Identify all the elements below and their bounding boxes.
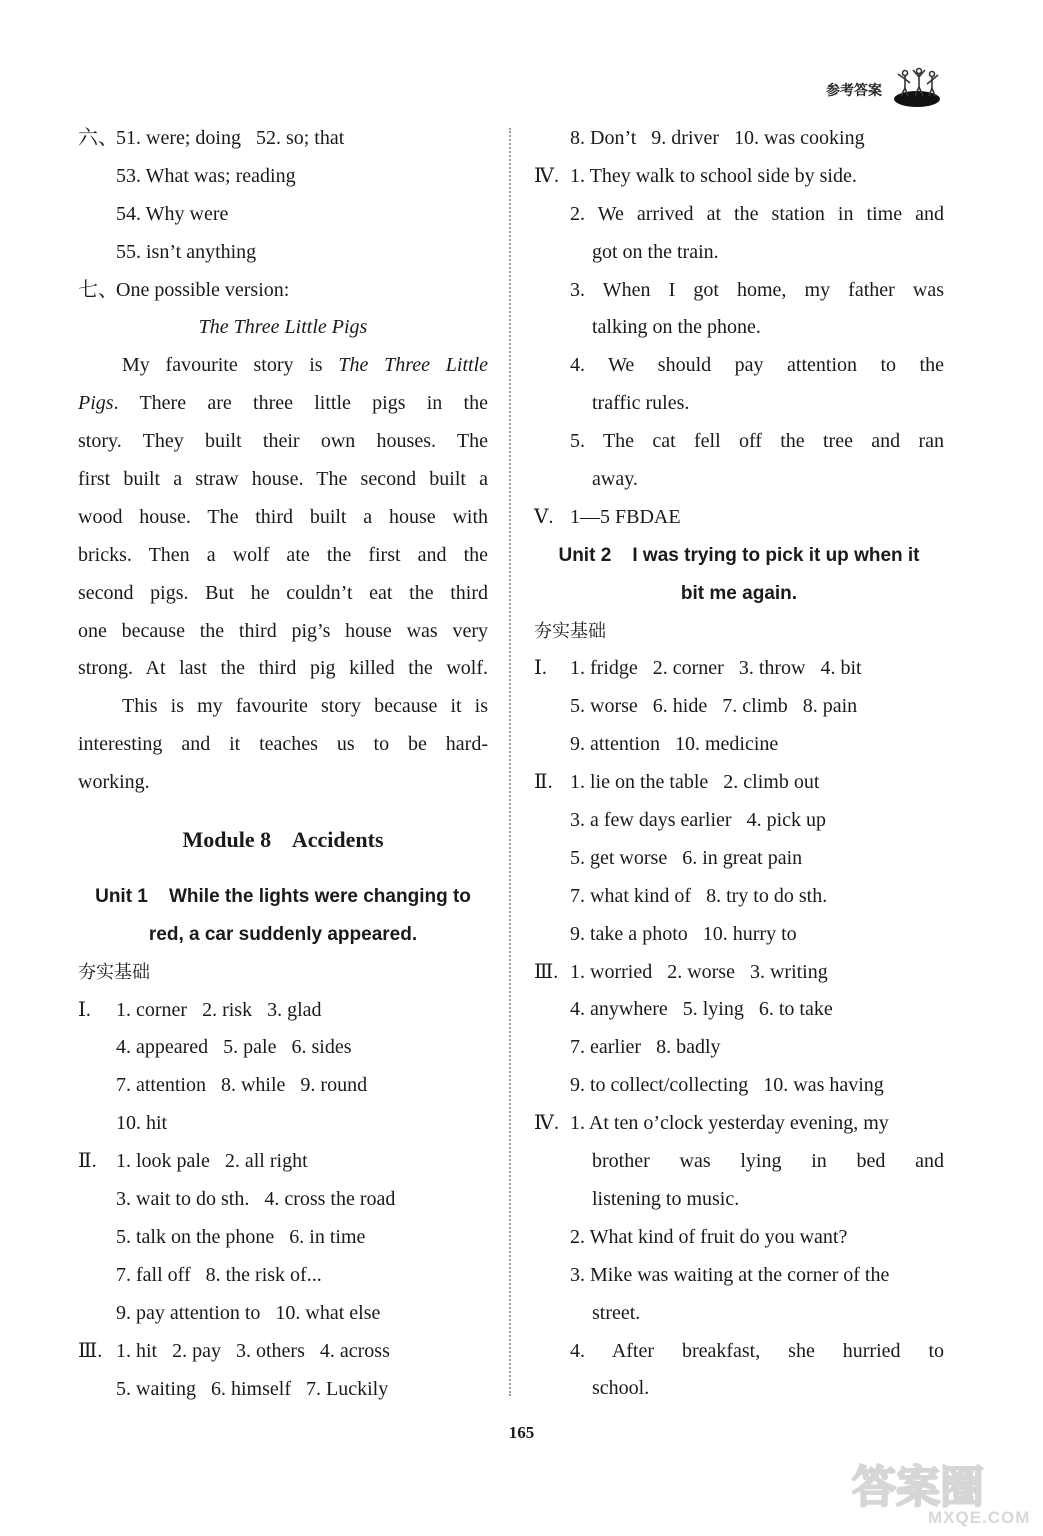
- essay-text: My favourite story is: [122, 354, 339, 377]
- unit-1-title: Unit 1 While the lights were changing to: [95, 885, 471, 907]
- answer-line: 9. attention 10. medicine: [570, 733, 779, 756]
- answer-line: 3. wait to do sth. 4. cross the road: [116, 1188, 396, 1211]
- column-divider: [509, 128, 511, 1396]
- answer-line: 10. hit: [116, 1112, 168, 1135]
- essay-line: working.: [78, 771, 150, 794]
- answer-text: 1. look pale 2. all right: [116, 1150, 308, 1173]
- u2-I-line: [534, 650, 944, 688]
- essay-line: wood house. The third built a house with: [78, 505, 488, 528]
- answer-line: school.: [592, 1377, 650, 1400]
- u2-III-line: [534, 954, 944, 992]
- left-column: [78, 120, 488, 1408]
- u2-II-line: [534, 764, 944, 802]
- answer-text: 1. lie on the table 2. climb out: [570, 771, 820, 794]
- answer-line: traffic rules.: [592, 392, 690, 415]
- u1-II-line: [78, 1143, 488, 1181]
- answer-text: 1. At ten o’clock yesterday evening, my: [570, 1112, 889, 1135]
- answer-text: 1. hit 2. pay 3. others 4. across: [116, 1339, 390, 1362]
- answer-text: 1. worried 2. worse 3. writing: [570, 960, 828, 983]
- section-6-marker: 六、: [78, 127, 118, 149]
- roman-marker: Ⅰ.: [534, 657, 547, 680]
- essay-line: bricks. Then a wolf ate the first and the: [78, 543, 488, 566]
- answer-line: 4. anywhere 5. lying 6. to take: [570, 998, 833, 1021]
- answer-line: 55. isn’t anything: [116, 240, 257, 263]
- essay-line: story. They built their own houses. The: [78, 430, 488, 453]
- answer-line: 3. a few days earlier 4. pick up: [570, 809, 827, 832]
- essay-line: second pigs. But he couldn’t eat the third: [78, 581, 488, 604]
- roman-marker: Ⅳ.: [534, 164, 559, 187]
- answer-line: 3. Mike was waiting at the corner of the: [570, 1263, 890, 1286]
- roman-marker: Ⅱ.: [78, 1150, 97, 1173]
- roman-marker: Ⅰ.: [78, 998, 91, 1021]
- answer-line: 2. We arrived at the station in time and: [570, 202, 944, 225]
- answer-line: 2. What kind of fruit do you want?: [570, 1225, 848, 1248]
- answer-line: 5. get worse 6. in great pain: [570, 846, 803, 869]
- page-number: 165: [508, 1423, 535, 1442]
- answer-line: 4. We should pay attention to the: [570, 354, 944, 377]
- answer-line: 5. The cat fell off the tree and ran: [570, 430, 944, 453]
- watermark-glyphs: 答案圈: [852, 1462, 984, 1513]
- answer-line: 5. talk on the phone 6. in time: [116, 1225, 366, 1248]
- answer-line: talking on the phone.: [592, 316, 761, 339]
- answer-line: 3. When I got home, my father was: [570, 278, 944, 301]
- section-6-line: [78, 120, 488, 158]
- basics-heading: 夯实基础: [534, 620, 606, 642]
- unit-2-title-cont: bit me again.: [680, 582, 798, 604]
- answer-line: 7. earlier 8. badly: [570, 1036, 721, 1059]
- essay-title-ref: The Three Little: [338, 354, 488, 377]
- answer-line: 5. worse 6. hide 7. climb 8. pain: [570, 695, 858, 718]
- roman-marker: Ⅲ.: [78, 1339, 103, 1362]
- module-title: Module 8 Accidents: [182, 827, 384, 853]
- answer-line: 4. appeared 5. pale 6. sides: [116, 1036, 352, 1059]
- answer-line: got on the train.: [592, 240, 719, 263]
- answer-line: listening to music.: [592, 1187, 740, 1210]
- unit-1-title-cont: red, a car suddenly appeared.: [148, 923, 418, 945]
- roman-marker: Ⅳ.: [534, 1112, 559, 1135]
- essay-title-ref: Pigs: [78, 392, 114, 415]
- answer-line: street.: [592, 1301, 641, 1324]
- section-7-line: [78, 272, 488, 310]
- answer-line: 7. what kind of 8. try to do sth.: [570, 884, 828, 907]
- roman-marker: Ⅱ.: [534, 771, 553, 794]
- header-people-logo-icon: [893, 66, 941, 108]
- answer-line: 9. take a photo 10. hurry to: [570, 922, 797, 945]
- roman-marker: Ⅴ.: [534, 505, 554, 528]
- answer-text: 1. fridge 2. corner 3. throw 4. bit: [570, 657, 862, 680]
- roman-marker: Ⅲ.: [534, 960, 559, 983]
- header-label: 参考答案: [826, 83, 882, 99]
- answer-text: 1. They walk to school side by side.: [570, 164, 857, 187]
- answer-line: away.: [592, 468, 638, 491]
- V-line: [534, 499, 944, 537]
- essay-text: . There are three little pigs in the: [113, 392, 488, 415]
- essay-line: interesting and it teaches us to be hard-: [78, 733, 488, 756]
- u1-III-line: [78, 1333, 488, 1371]
- essay-intro: One possible version:: [116, 278, 290, 301]
- answer-text: 1. corner 2. risk 3. glad: [116, 998, 322, 1021]
- u1-I-line: [78, 992, 488, 1030]
- right-column: [534, 120, 944, 1408]
- IV-line: [534, 158, 944, 196]
- answer-line: 7. fall off 8. the risk of...: [116, 1263, 322, 1286]
- u2-IV-line: [534, 1105, 944, 1143]
- essay-line: one because the third pig’s house was very: [78, 619, 488, 642]
- essay-title: The Three Little Pigs: [198, 316, 368, 339]
- answer-line: brother was lying in bed and: [592, 1150, 944, 1173]
- unit-2-title: Unit 2 I was trying to pick it up when it: [558, 544, 920, 566]
- basics-heading: 夯实基础: [78, 961, 150, 983]
- answer-line: 8. Don’t 9. driver 10. was cooking: [570, 127, 865, 149]
- section-7-marker: 七、: [78, 278, 118, 301]
- answer-text: 1—5 FBDAE: [570, 505, 681, 528]
- answer-line: 9. pay attention to 10. what else: [116, 1301, 381, 1324]
- answer-line: 5. waiting 6. himself 7. Luckily: [116, 1377, 389, 1400]
- answer-line: 7. attention 8. while 9. round: [116, 1074, 368, 1097]
- answer-line: 54. Why were: [116, 202, 229, 225]
- answer-line: 9. to collect/collecting 10. was having: [570, 1074, 884, 1097]
- answer-text: 51. were; doing 52. so; that: [116, 127, 345, 149]
- essay-line: first built a straw house. The second built a: [78, 468, 488, 491]
- essay-line: strong. At last the third pig killed the wolf.: [78, 657, 488, 680]
- essay-line: [78, 385, 488, 423]
- answer-line: 4. After breakfast, she hurried to: [570, 1339, 944, 1362]
- watermark-text: MXQE.COM: [928, 1508, 1031, 1527]
- essay-line: This is my favourite story because it is: [122, 695, 488, 718]
- answer-line: 53. What was; reading: [116, 164, 296, 187]
- essay-line: [78, 347, 488, 385]
